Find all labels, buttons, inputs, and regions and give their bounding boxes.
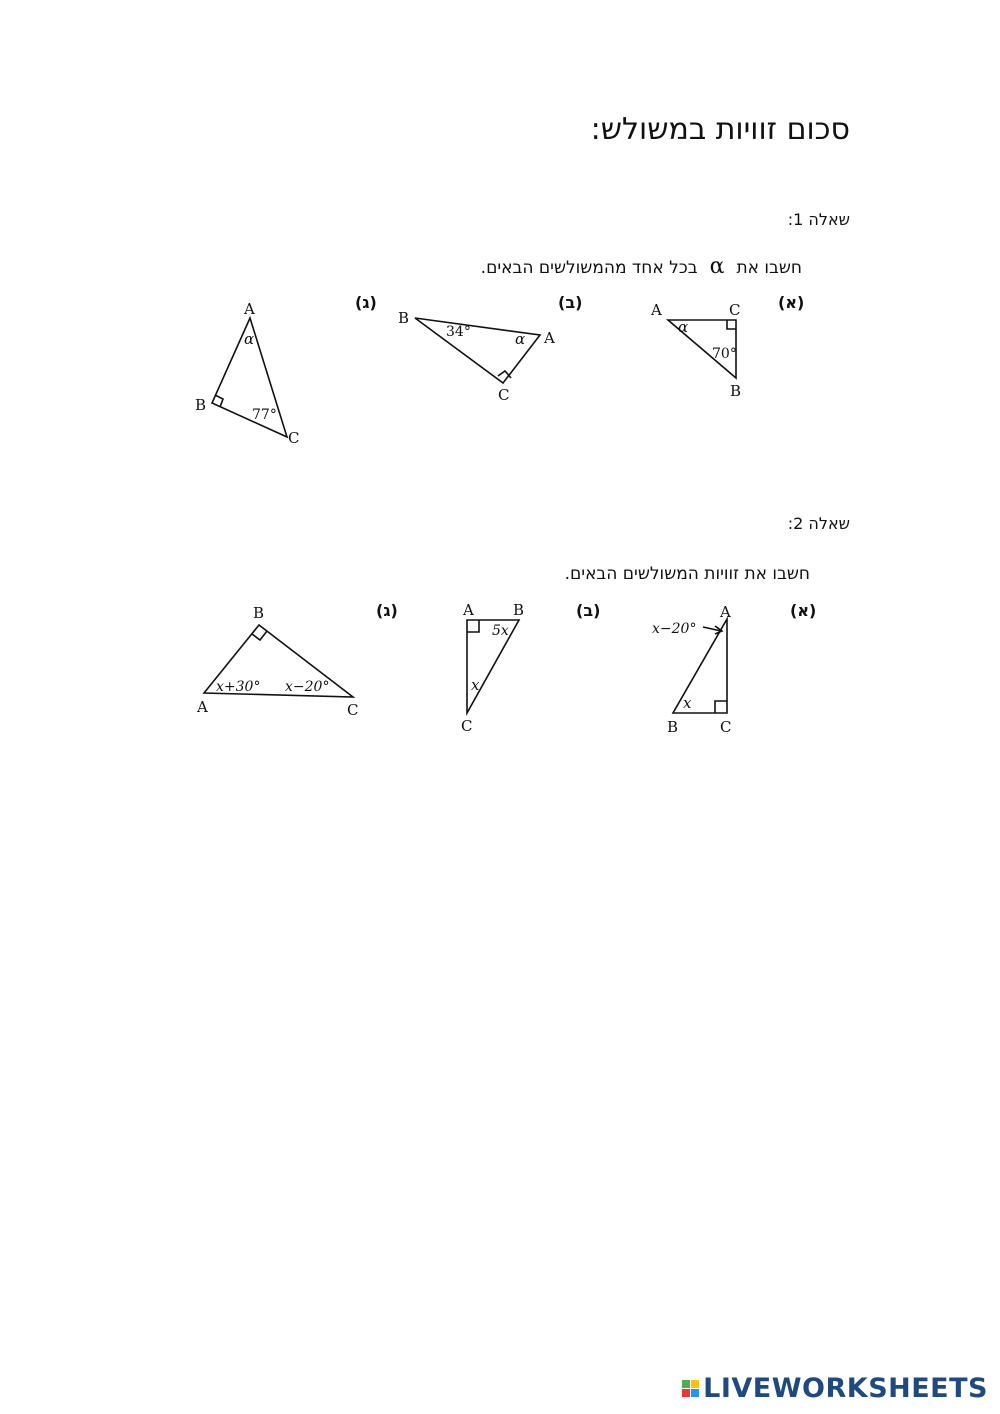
vertex-label-a: A bbox=[544, 329, 555, 347]
question-1-label: שאלה 1: bbox=[787, 210, 850, 229]
angle-expression-label: 5x bbox=[492, 623, 509, 639]
question-2-instruction: חשבו את זוויות המשולשים הבאים. bbox=[564, 564, 810, 584]
vertex-label-c: C bbox=[288, 429, 300, 447]
alpha-angle-label: α bbox=[244, 330, 255, 348]
right-angle-mark bbox=[727, 320, 736, 329]
triangle-1b bbox=[415, 318, 540, 383]
right-angle-mark bbox=[467, 620, 479, 632]
question-1-instruction bbox=[481, 254, 802, 279]
vertex-label-b: B bbox=[195, 396, 207, 414]
vertex-label-a: A bbox=[651, 301, 662, 319]
part-label-c: (ג) bbox=[355, 293, 377, 312]
angle-expression-label: x−20° bbox=[652, 621, 697, 637]
right-angle-mark bbox=[715, 701, 727, 713]
vertex-label-b: B bbox=[398, 309, 410, 327]
alpha-symbol: α bbox=[709, 254, 725, 279]
angle-value-label: 34° bbox=[446, 324, 471, 340]
angle-x-label: x bbox=[683, 694, 692, 712]
vertex-label-b: B bbox=[730, 382, 742, 400]
right-angle-mark bbox=[252, 631, 267, 640]
page-title: סכום זוויות במשולש: bbox=[590, 112, 850, 147]
vertex-label-b: B bbox=[253, 604, 265, 622]
alpha-angle-label: α bbox=[678, 318, 689, 336]
vertex-label-a: A bbox=[244, 300, 255, 318]
alpha-angle-label: α bbox=[515, 330, 526, 348]
part-label-b: (ב) bbox=[576, 601, 601, 620]
part-label-a: (א) bbox=[790, 601, 817, 620]
angle-expression-label-left: x+30° bbox=[216, 679, 261, 695]
angle-value-label: 77° bbox=[252, 407, 277, 423]
instruction-text-before: חשבו את bbox=[736, 258, 802, 278]
question-2-figures bbox=[0, 595, 1000, 740]
question-1-figures bbox=[0, 285, 1000, 450]
logo-square-green bbox=[682, 1380, 690, 1388]
part-label-c: (ג) bbox=[376, 601, 398, 620]
vertex-label-b: B bbox=[513, 601, 525, 619]
angle-expression-label-right: x−20° bbox=[285, 679, 330, 695]
vertex-label-c: C bbox=[347, 701, 359, 719]
vertex-label-c: C bbox=[498, 386, 510, 404]
vertex-label-c: C bbox=[729, 301, 741, 319]
angle-x-label: x bbox=[471, 676, 480, 694]
part-label-a: (א) bbox=[778, 293, 805, 312]
liveworksheets-logo bbox=[682, 1373, 988, 1404]
vertex-label-a: A bbox=[463, 601, 474, 619]
angle-value-label: 70° bbox=[712, 346, 737, 362]
right-angle-mark bbox=[498, 371, 511, 378]
vertex-label-a: A bbox=[720, 603, 731, 621]
vertex-label-c: C bbox=[720, 718, 732, 736]
question-2-label: שאלה 2: bbox=[787, 514, 850, 533]
part-label-b: (ב) bbox=[558, 293, 583, 312]
logo-square-blue bbox=[691, 1389, 699, 1397]
vertex-label-b: B bbox=[667, 718, 679, 736]
logo-square-red bbox=[682, 1389, 690, 1397]
liveworksheets-wordmark: LIVEWORKSHEETS bbox=[703, 1373, 988, 1404]
instruction-text-after: בכל אחד מהמשולשים הבאים. bbox=[480, 258, 698, 278]
vertex-label-c: C bbox=[461, 717, 473, 735]
vertex-label-a: A bbox=[197, 698, 208, 716]
liveworksheets-logo-icon bbox=[682, 1380, 699, 1397]
logo-square-yellow bbox=[691, 1380, 699, 1388]
